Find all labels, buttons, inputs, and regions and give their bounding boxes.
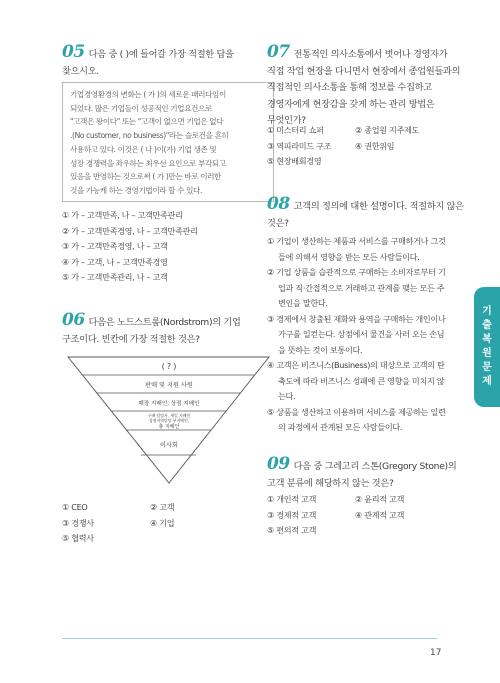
question-text: 직접적인 의사소통을 통해 정보를 수집하고	[267, 82, 432, 94]
option-5[interactable]: ⑤ 편의적 고객	[267, 525, 317, 535]
question-09-stem	[267, 456, 472, 492]
option-3[interactable]: ③ 경제에서 창출된 재화와 용역을 구매하는 개인이나 가구를 일컫는다. 상점에서 물건을 사러 오는 손님을 뜻하는 것이 보통이다.	[267, 313, 446, 355]
passage-line: 성장 경쟁력을 좌우하는 최우선 요인으로 부각되고	[70, 158, 226, 168]
question-text: 다음은 노드스트롬(Nordstrom)의 기업	[88, 317, 241, 328]
side-tab-char: 기	[482, 306, 492, 317]
option-5[interactable]: ⑤ 가 – 고객만족관리, 나 – 고객	[62, 272, 168, 282]
option-5[interactable]: ⑤ 현장배회경영	[267, 156, 322, 166]
answer-options	[267, 492, 472, 539]
pyramid-level-2: 판매 및 지원 사원	[145, 382, 193, 389]
option-1[interactable]: ① 개인적 고객	[267, 494, 317, 504]
passage-line: "고객은 왕이다" 또는 "고객이 없으면 기업은 없다	[70, 117, 224, 127]
answer-options	[62, 500, 272, 547]
footer-divider	[62, 638, 437, 639]
question-number: 08	[267, 194, 290, 214]
question-text: 다음 중 그레고리 스톤(Gregory Stone)의	[293, 461, 457, 472]
side-tab-char: 제	[482, 376, 492, 387]
option-2[interactable]: ② 가 – 고객만족경영, 나 – 고객만족관리	[62, 225, 198, 236]
question-text: 것은?	[267, 217, 289, 229]
question-number: 09	[267, 454, 290, 474]
inverted-pyramid-diagram	[66, 355, 271, 485]
side-tab-char: 출	[482, 320, 492, 331]
passage-line: 되었다. 많은 기업들이 성공적인 기업요건으로	[70, 103, 212, 113]
pyramid-level-4-line3: 총 지배인	[158, 424, 180, 430]
passage-line: 사용하고 있다. 이것은 ( 나 )이(가) 기업 생존 및	[70, 144, 217, 154]
option-1[interactable]: ① 미스터리 쇼퍼	[267, 125, 324, 135]
passage-line: 것을 가능케 하는 경영기법이라 할 수 있다.	[70, 185, 202, 195]
option-4[interactable]: ④ 관계적 고객	[355, 509, 405, 520]
question-06-stem	[62, 312, 272, 348]
option-1[interactable]: ① 기업이 생산하는 제품과 서비스를 구매하거나 그것들에 의해서 영향을 받는 모든 사람들이다.	[267, 236, 446, 262]
question-text: 다음 중 ( )에 들어갈 가장 적절한 답을	[88, 49, 234, 60]
question-number: 07	[267, 42, 290, 62]
option-2[interactable]: ② 종업원 지주제도	[355, 125, 420, 135]
question-text: 찾으시오.	[62, 65, 99, 77]
pyramid-level-bottom: 이사회	[160, 442, 178, 449]
option-4[interactable]: ④ 가 – 고객, 나 – 고객만족경영	[62, 256, 168, 267]
option-2[interactable]: ② 고객	[150, 502, 175, 512]
pyramid-level-4-line1: 구매 담당자, 세일 지배인	[147, 413, 191, 418]
question-number: 06	[62, 310, 85, 330]
option-3[interactable]: ③ 역피라미드 구조	[267, 140, 332, 151]
question-text: 구조이다. 빈칸에 가장 적절한 것은?	[62, 333, 200, 345]
passage-line: 있음을 반영하는 것으로써 ( 가 )만는 바로 이러한	[70, 172, 221, 182]
question-05-stem	[62, 44, 272, 80]
side-tab-char: 원	[482, 348, 492, 359]
option-1[interactable]: ① CEO	[62, 502, 88, 512]
question-text: 무엇인가?	[267, 115, 306, 127]
option-3[interactable]: ③ 경제적 고객	[267, 509, 317, 520]
side-tab-char: 문	[482, 362, 492, 373]
question-text: 직접 작업 현장을 다니면서 현장에서 종업원들과의	[267, 65, 461, 77]
pyramid-level-top: ( ? )	[161, 362, 177, 371]
option-4[interactable]: ④ 고객은 비즈니스(Business)의 대상으로 고객의 탄축도에 따라 비즈니스 성패에 큰 영향을 미치지 않는다.	[267, 360, 445, 401]
answer-options	[267, 234, 449, 436]
option-2[interactable]: ② 윤리적 고객	[355, 494, 405, 504]
question-text: 고객의 정의에 대한 설명이다. 적절하지 않은	[293, 201, 464, 212]
option-5[interactable]: ⑤ 협력사	[62, 533, 94, 543]
side-tab-char: 복	[482, 334, 492, 345]
option-3[interactable]: ③ 가 – 고객만족경영, 나 – 고객	[62, 241, 168, 251]
option-3[interactable]: ③ 경쟁사	[62, 517, 94, 528]
passage-line: 기업경영환경의 변화는 ( 가 )의 새로운 패러다임이	[70, 90, 226, 99]
pyramid-level-3: 매장 지배인, 상점 지배인	[138, 401, 200, 407]
question-text: 고객 분류에 해당하지 않는 것은?	[267, 477, 394, 489]
option-5[interactable]: ⑤ 상품을 생산하고 이용하며 서비스를 제공하는 일련의 과정에서 관계된 모든 사람들이다.	[267, 406, 446, 432]
question-number: 05	[62, 42, 85, 62]
pyramid-level-4-line2: 상점지역담당 부지배인,	[148, 418, 190, 423]
option-2[interactable]: ② 기업 상품을 습관적으로 구매하는 소비자로부터 기업과 직·간접적으로 거래하고 관계를 맺는 모든 주변인을 말한다.	[267, 267, 446, 308]
passage-box	[62, 82, 274, 202]
passage-line: .(No customer, no business)"라는 슬로건을 흔히	[70, 131, 229, 141]
option-1[interactable]: ① 가 – 고객만족, 나 – 고객만족관리	[62, 210, 183, 220]
chapter-side-tab	[474, 287, 500, 407]
option-4[interactable]: ④ 기업	[150, 517, 175, 528]
answer-options	[62, 208, 272, 286]
option-4[interactable]: ④ 권한위임	[355, 140, 395, 151]
page-number: 17	[430, 648, 442, 658]
question-text: 경영자에게 현장감을 갖게 하는 관리 방법은	[267, 98, 435, 110]
question-08-stem	[267, 196, 472, 232]
question-07-stem	[267, 44, 472, 130]
question-text: 전통적인 의사소통에서 벗어나 경영자가	[293, 49, 448, 60]
answer-options	[267, 123, 472, 170]
